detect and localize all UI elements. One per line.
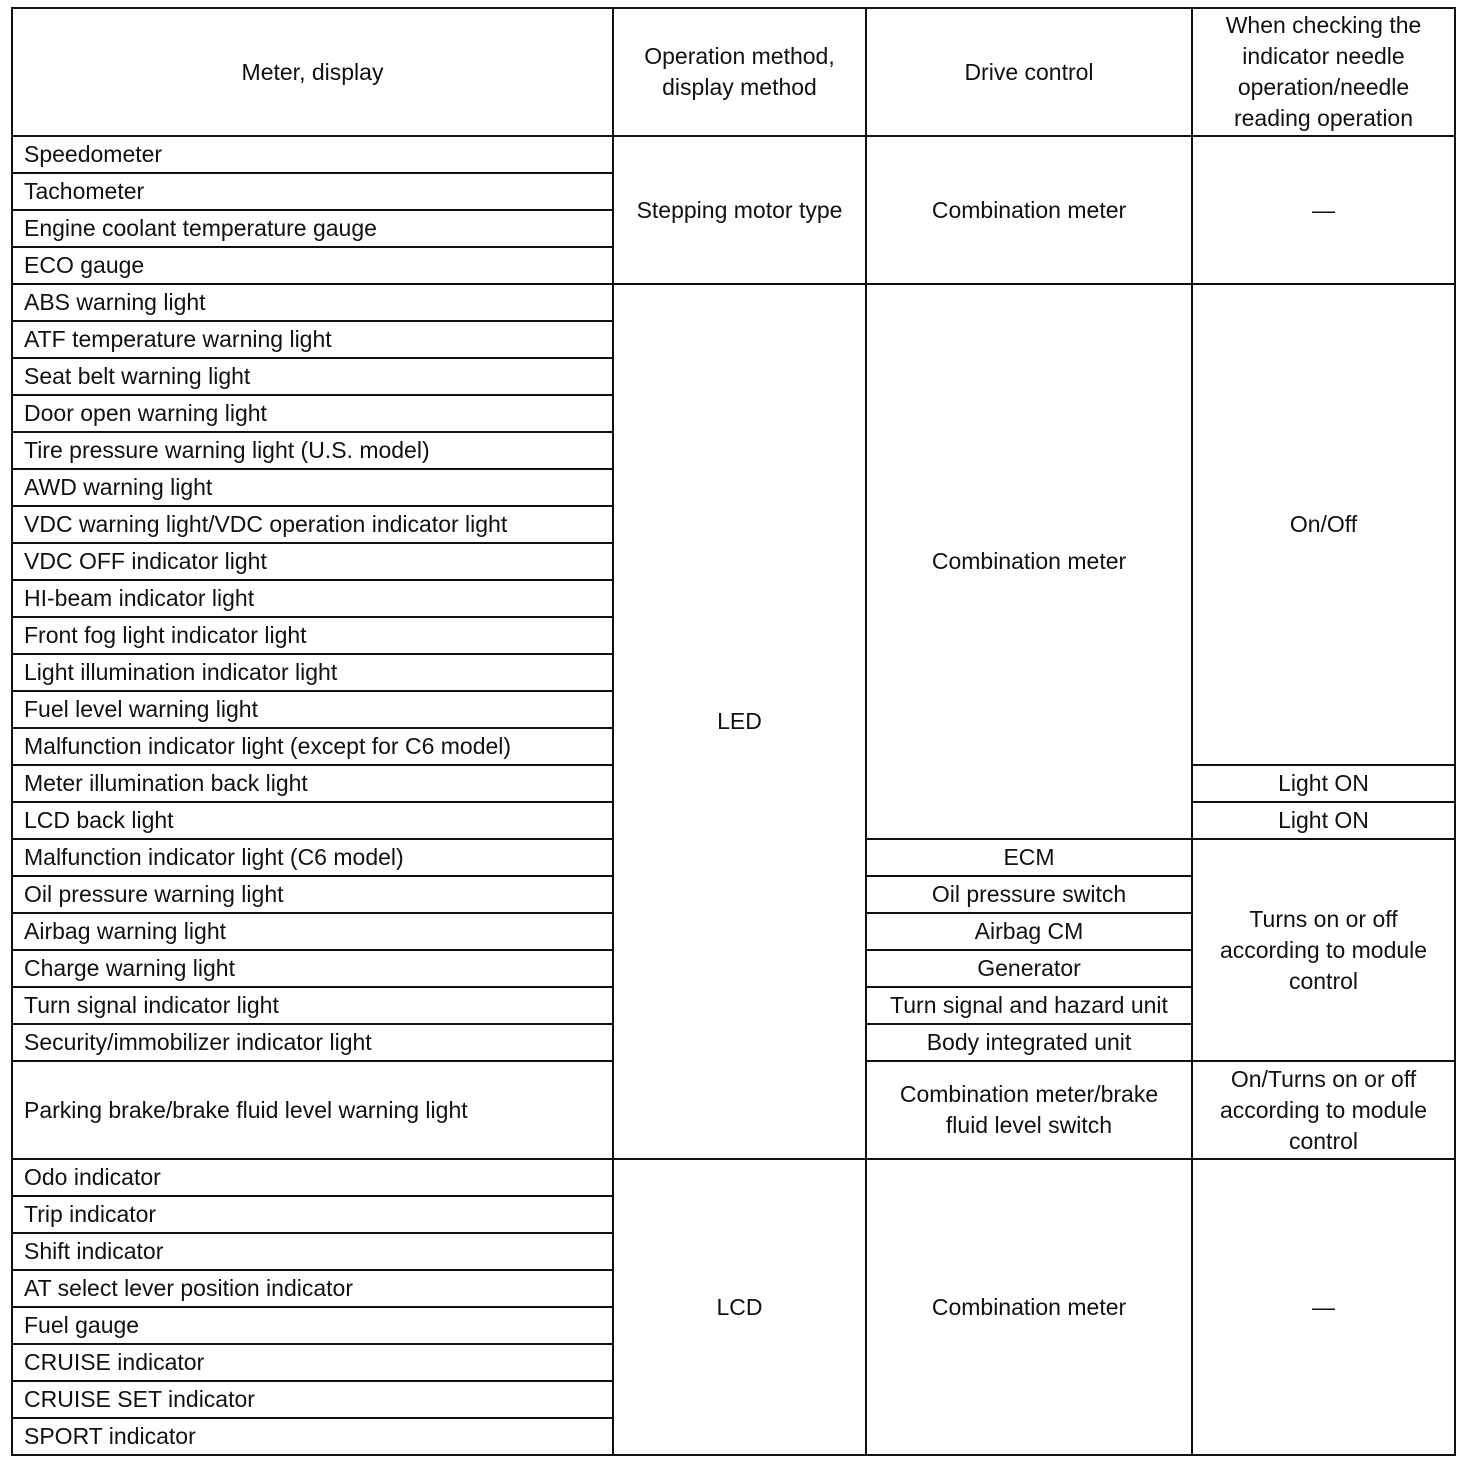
meter-name: Tachometer: [12, 173, 613, 210]
method-led: LED: [613, 284, 866, 1159]
drive-body-integrated-unit: Body integrated unit: [866, 1024, 1192, 1061]
meter-name: VDC warning light/VDC operation indicator light: [12, 506, 613, 543]
meter-name: Engine coolant temperature gauge: [12, 210, 613, 247]
drive-generator: Generator: [866, 950, 1192, 987]
meter-name: Fuel gauge: [12, 1307, 613, 1344]
meter-name: Odo indicator: [12, 1159, 613, 1196]
header-meter-display: Meter, display: [12, 8, 613, 136]
header-operation-method: Operation method, display method: [613, 8, 866, 136]
drive-combination-meter: Combination meter: [866, 136, 1192, 284]
meter-name: Speedometer: [12, 136, 613, 173]
check-dash: —: [1192, 136, 1455, 284]
method-stepping-motor: Stepping motor type: [613, 136, 866, 284]
meter-name: VDC OFF indicator light: [12, 543, 613, 580]
meter-name: Security/immobilizer indicator light: [12, 1024, 613, 1061]
meter-name: Tire pressure warning light (U.S. model): [12, 432, 613, 469]
meter-name: ATF temperature warning light: [12, 321, 613, 358]
meter-name: CRUISE SET indicator: [12, 1381, 613, 1418]
meter-name: Turn signal indicator light: [12, 987, 613, 1024]
drive-turn-signal-unit: Turn signal and hazard unit: [866, 987, 1192, 1024]
meter-name: Front fog light indicator light: [12, 617, 613, 654]
meter-name: LCD back light: [12, 802, 613, 839]
check-on-off: On/Off: [1192, 284, 1455, 765]
meter-name: Malfunction indicator light (C6 model): [12, 839, 613, 876]
meter-name: Meter illumination back light: [12, 765, 613, 802]
meter-name: Parking brake/brake fluid level warning light: [12, 1061, 613, 1159]
check-on-module-control: On/Turns on or off according to module control: [1192, 1061, 1455, 1159]
table-row: [12, 284, 1455, 321]
check-dash: —: [1192, 1159, 1455, 1455]
meter-name: Door open warning light: [12, 395, 613, 432]
drive-combination-meter-brake-switch: Combination meter/brake fluid level switch: [866, 1061, 1192, 1159]
meter-name: Airbag warning light: [12, 913, 613, 950]
meter-display-table: [11, 7, 1456, 1456]
table-row: [12, 136, 1455, 173]
meter-name: Seat belt warning light: [12, 358, 613, 395]
meter-name: AWD warning light: [12, 469, 613, 506]
check-module-control: Turns on or off according to module control: [1192, 839, 1455, 1061]
drive-combination-meter: Combination meter: [866, 1159, 1192, 1455]
header-row: [12, 8, 1455, 136]
meter-name: Charge warning light: [12, 950, 613, 987]
meter-name: Malfunction indicator light (except for C6 model): [12, 728, 613, 765]
meter-name: CRUISE indicator: [12, 1344, 613, 1381]
drive-oil-pressure-switch: Oil pressure switch: [866, 876, 1192, 913]
drive-combination-meter: Combination meter: [866, 284, 1192, 839]
drive-airbag-cm: Airbag CM: [866, 913, 1192, 950]
meter-name: ABS warning light: [12, 284, 613, 321]
table-row: [12, 1159, 1455, 1196]
meter-name: Shift indicator: [12, 1233, 613, 1270]
drive-ecm: ECM: [866, 839, 1192, 876]
meter-name: Oil pressure warning light: [12, 876, 613, 913]
meter-name: HI-beam indicator light: [12, 580, 613, 617]
meter-name: Trip indicator: [12, 1196, 613, 1233]
header-drive-control: Drive control: [866, 8, 1192, 136]
meter-name: Light illumination indicator light: [12, 654, 613, 691]
header-check-operation: When checking the indicator needle operation/needle reading operation: [1192, 8, 1455, 136]
check-light-on: Light ON: [1192, 765, 1455, 802]
meter-name: SPORT indicator: [12, 1418, 613, 1455]
meter-name: Fuel level warning light: [12, 691, 613, 728]
method-lcd: LCD: [613, 1159, 866, 1455]
meter-name: ECO gauge: [12, 247, 613, 284]
check-light-on: Light ON: [1192, 802, 1455, 839]
meter-name: AT select lever position indicator: [12, 1270, 613, 1307]
